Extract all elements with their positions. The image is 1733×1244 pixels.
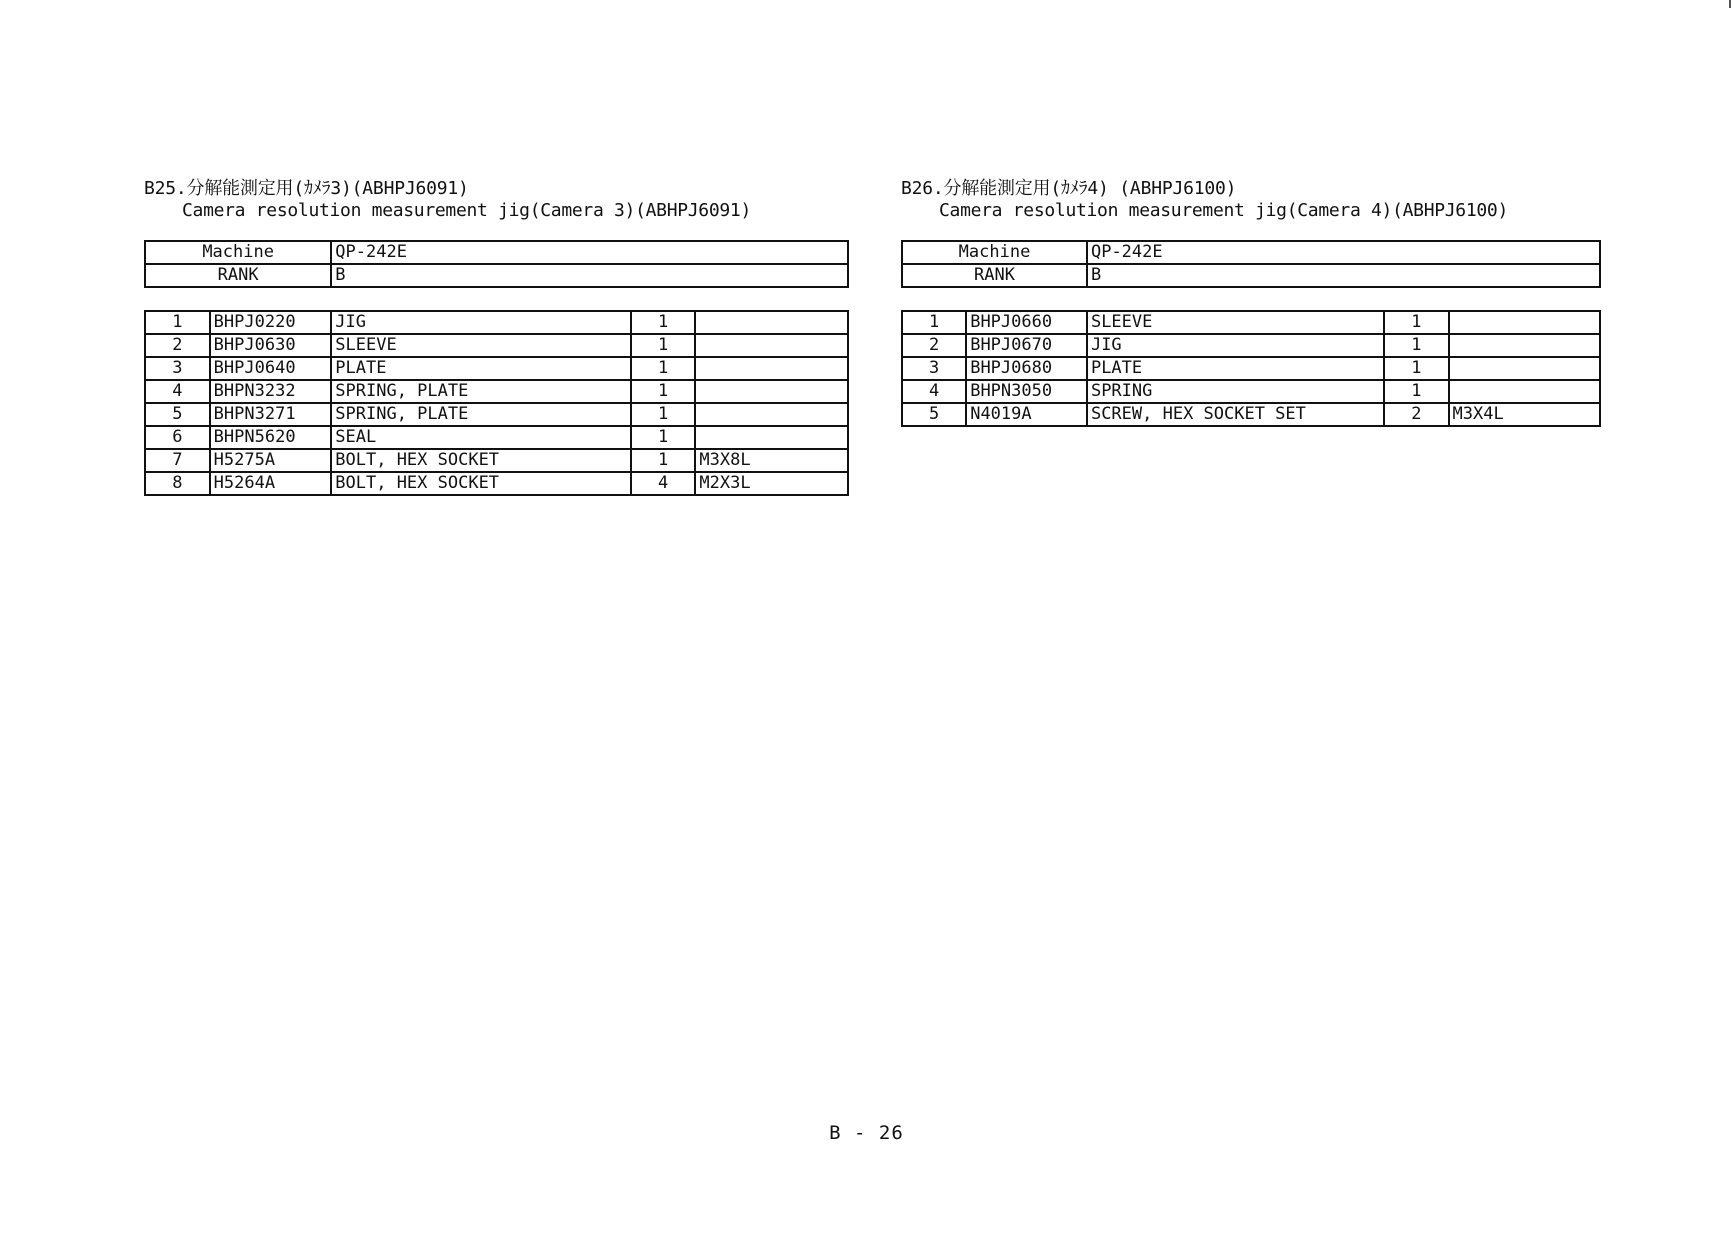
part-number: BHPJ0680 xyxy=(966,357,1087,380)
quantity: 1 xyxy=(1384,357,1448,380)
item-number: 4 xyxy=(902,380,966,403)
remark xyxy=(695,426,848,449)
machine-label: Machine xyxy=(145,241,331,264)
part-name: PLATE xyxy=(1087,357,1384,380)
part-number: BHPN3271 xyxy=(210,403,332,426)
table-row xyxy=(145,449,848,472)
part-number: BHPJ0630 xyxy=(210,334,332,357)
b26-parts-table xyxy=(901,310,1601,427)
remark xyxy=(1449,357,1600,380)
item-number: 4 xyxy=(145,380,210,403)
table-row xyxy=(145,357,848,380)
quantity: 1 xyxy=(1384,334,1448,357)
part-number: BHPN3050 xyxy=(966,380,1087,403)
scan-artifact xyxy=(1729,0,1731,8)
rank-row xyxy=(145,264,848,287)
b25-machine-table xyxy=(144,240,849,288)
remark xyxy=(1449,334,1600,357)
quantity: 1 xyxy=(631,334,696,357)
quantity: 1 xyxy=(631,449,696,472)
item-number: 6 xyxy=(145,426,210,449)
part-name: BOLT, HEX SOCKET xyxy=(331,449,630,472)
remark: M2X3L xyxy=(695,472,848,495)
quantity: 1 xyxy=(631,380,696,403)
part-name: BOLT, HEX SOCKET xyxy=(331,472,630,495)
remark xyxy=(695,380,848,403)
remark xyxy=(1449,380,1600,403)
part-name: SEAL xyxy=(331,426,630,449)
rank-label: RANK xyxy=(145,264,331,287)
quantity: 1 xyxy=(631,403,696,426)
b25-parts-table xyxy=(144,310,849,496)
machine-row xyxy=(902,241,1600,264)
part-name: JIG xyxy=(331,311,630,334)
table-row xyxy=(902,357,1600,380)
section-b26 xyxy=(901,178,1601,427)
item-number: 1 xyxy=(902,311,966,334)
rank-row xyxy=(902,264,1600,287)
b25-title-jp: B25.分解能測定用(ｶﾒﾗ3)(ABHPJ6091) xyxy=(144,178,469,199)
item-number: 1 xyxy=(145,311,210,334)
table-row xyxy=(902,403,1600,426)
part-number: BHPJ0220 xyxy=(210,311,332,334)
machine-value: QP-242E xyxy=(331,241,848,264)
part-number: BHPJ0640 xyxy=(210,357,332,380)
quantity: 1 xyxy=(631,426,696,449)
quantity: 4 xyxy=(631,472,696,495)
remark: M3X8L xyxy=(695,449,848,472)
table-row xyxy=(145,334,848,357)
table-row xyxy=(145,472,848,495)
remark: M3X4L xyxy=(1449,403,1600,426)
table-row xyxy=(145,311,848,334)
part-name: SPRING, PLATE xyxy=(331,403,630,426)
part-number: H5275A xyxy=(210,449,332,472)
table-row xyxy=(145,403,848,426)
quantity: 1 xyxy=(1384,380,1448,403)
section-b25 xyxy=(144,178,849,496)
remark xyxy=(1449,311,1600,334)
b25-title-en: Camera resolution measurement jig(Camera 3)(ABHPJ6091) xyxy=(182,200,751,221)
machine-row xyxy=(145,241,848,264)
item-number: 5 xyxy=(902,403,966,426)
page-number: B - 26 xyxy=(829,1122,904,1144)
table-row xyxy=(145,380,848,403)
item-number: 5 xyxy=(145,403,210,426)
item-number: 2 xyxy=(145,334,210,357)
table-row xyxy=(902,380,1600,403)
part-number: H5264A xyxy=(210,472,332,495)
part-name: SLEEVE xyxy=(331,334,630,357)
part-name: SLEEVE xyxy=(1087,311,1384,334)
quantity: 1 xyxy=(631,357,696,380)
remark xyxy=(695,311,848,334)
item-number: 7 xyxy=(145,449,210,472)
item-number: 8 xyxy=(145,472,210,495)
b26-machine-table xyxy=(901,240,1601,288)
table-row xyxy=(902,311,1600,334)
remark xyxy=(695,334,848,357)
part-name: SPRING xyxy=(1087,380,1384,403)
remark xyxy=(695,403,848,426)
part-name: JIG xyxy=(1087,334,1384,357)
part-number: BHPJ0670 xyxy=(966,334,1087,357)
quantity: 2 xyxy=(1384,403,1448,426)
part-name: PLATE xyxy=(331,357,630,380)
machine-value: QP-242E xyxy=(1087,241,1600,264)
part-name: SCREW, HEX SOCKET SET xyxy=(1087,403,1384,426)
item-number: 3 xyxy=(902,357,966,380)
quantity: 1 xyxy=(631,311,696,334)
rank-label: RANK xyxy=(902,264,1087,287)
table-row xyxy=(145,426,848,449)
part-number: N4019A xyxy=(966,403,1087,426)
part-name: SPRING, PLATE xyxy=(331,380,630,403)
part-number: BHPN5620 xyxy=(210,426,332,449)
rank-value: B xyxy=(331,264,848,287)
remark xyxy=(695,357,848,380)
machine-label: Machine xyxy=(902,241,1087,264)
part-number: BHPN3232 xyxy=(210,380,332,403)
item-number: 2 xyxy=(902,334,966,357)
table-row xyxy=(902,334,1600,357)
quantity: 1 xyxy=(1384,311,1448,334)
rank-value: B xyxy=(1087,264,1600,287)
part-number: BHPJ0660 xyxy=(966,311,1087,334)
b26-title-jp: B26.分解能測定用(ｶﾒﾗ4) (ABHPJ6100) xyxy=(901,178,1237,199)
b26-title-en: Camera resolution measurement jig(Camera 4)(ABHPJ6100) xyxy=(939,200,1508,221)
item-number: 3 xyxy=(145,357,210,380)
